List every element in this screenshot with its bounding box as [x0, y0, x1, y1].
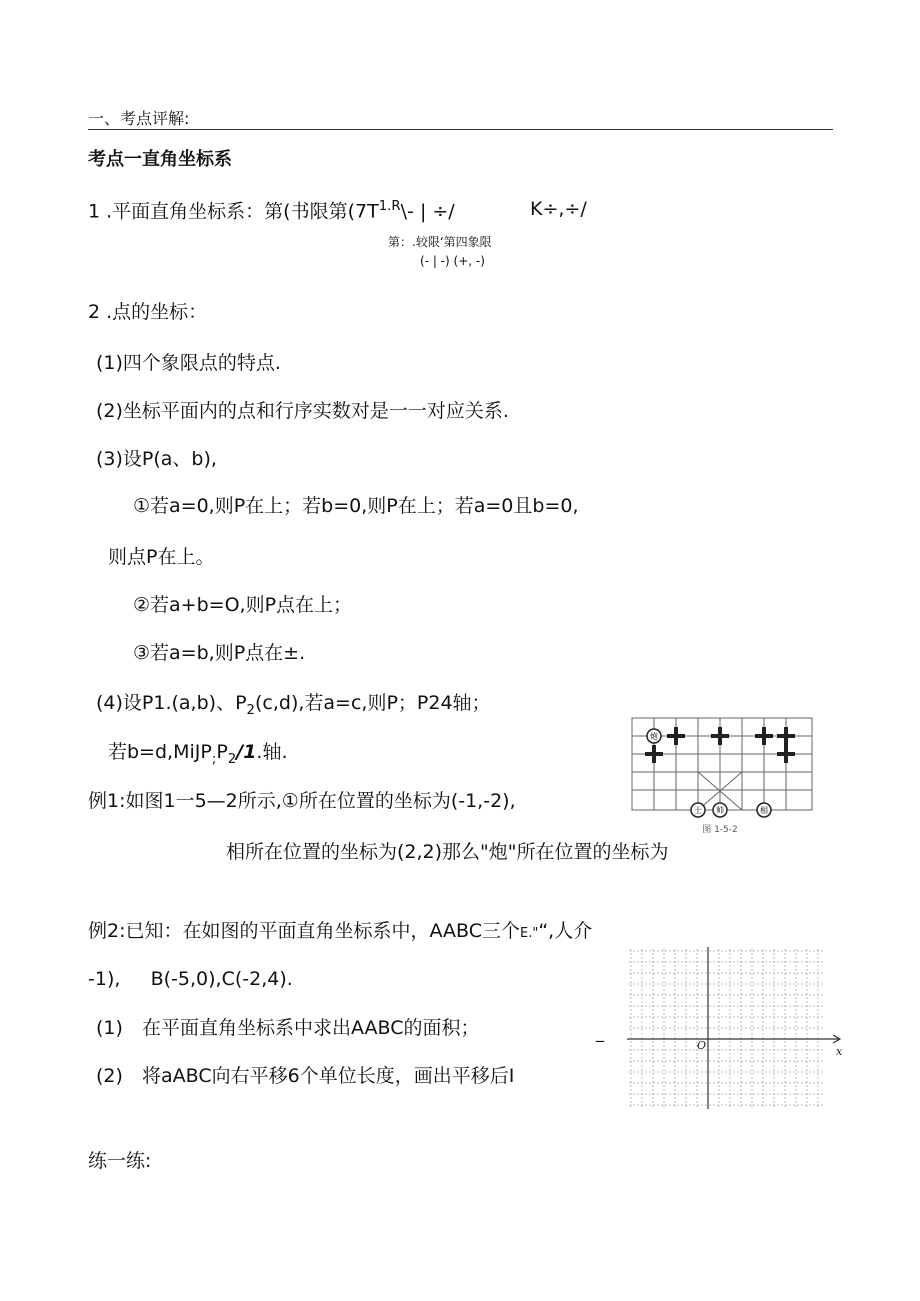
- item2-p3-1: ①若a=0,则P在上；若b=0,则P在上；若a=0且b=0,: [133, 495, 579, 517]
- example2-line1-text: 例2:已知：在如图的平面直角坐标系中，AABC三个: [88, 920, 520, 942]
- item2-p4-line2: [108, 743, 288, 766]
- example2-line1-tail-small: E.": [519, 926, 539, 941]
- chess-board-figure: [628, 714, 816, 838]
- piece-shuai-label: 帅: [716, 806, 724, 815]
- item2-p4-sub: 2: [246, 702, 255, 718]
- example2-line1-tail: “,人介: [538, 920, 593, 942]
- item2-p3-2: ②若a+b=O,则P点在上；: [133, 594, 353, 616]
- item2-p4-e: /1: [236, 741, 257, 763]
- item1-garbled-right: K÷,÷/: [530, 198, 587, 220]
- topic-title: 考点一直角坐标系: [88, 149, 232, 170]
- coordinate-grid-figure: [625, 945, 850, 1110]
- item2-p3-1b: 则点P在上。: [108, 546, 215, 568]
- item2-p4-f: .轴.: [256, 741, 288, 763]
- example2-dash: _: [596, 1023, 604, 1042]
- item2-p4-b: (c,d),若a=c,则P；P24轴；: [255, 692, 491, 714]
- axis-origin-label: O: [697, 1039, 707, 1052]
- section-label: 一、考点评解:: [88, 109, 190, 128]
- example2-line2: -1), B(-5,0),C(-2,4).: [88, 968, 293, 990]
- chess-board-svg: [628, 714, 816, 838]
- item2-p1: (1)四个象限点的特点.: [96, 352, 281, 374]
- quadrant-note: 第：.较限‘第四象限: [388, 235, 492, 249]
- example2-q2-num: (2): [96, 1065, 123, 1087]
- example2-q1-num: (1): [96, 1017, 123, 1039]
- item1-line: [88, 200, 455, 221]
- axis-x-label: x: [836, 1045, 843, 1058]
- item2-p3-3: ③若a=b,则P点在±.: [133, 642, 306, 664]
- example1-line2: 相所在位置的坐标为(2,2)那么"炮"所在位置的坐标为: [226, 841, 669, 863]
- chess-figure-caption: 图 1-5-2: [702, 825, 738, 835]
- item1-garbled: (书限第(7T: [283, 200, 379, 223]
- item2-p4: [96, 694, 491, 717]
- grid-lines: [629, 949, 823, 1107]
- piece-xiang-label: 相: [760, 806, 768, 815]
- item2-p4-c-sub: ;: [211, 751, 217, 767]
- item2-p4-d: P: [216, 741, 228, 763]
- example2-q1: 在平面直角坐标系中求出AABC的面积；: [142, 1017, 480, 1039]
- practice-title: 练一练:: [88, 1150, 152, 1172]
- item1-garbled-sup: 1.R: [378, 199, 401, 214]
- example2-line1: [88, 922, 592, 941]
- item2-title: 2 .点的坐标：: [88, 301, 208, 323]
- item2-p4-a: (4)设P1.(a,b)、P: [96, 692, 247, 714]
- example1-line1: 例1:如图1一5—2所示,①所在位置的坐标为(-1,-2),: [88, 790, 516, 812]
- item2-p3: (3)设P(a、b),: [96, 448, 217, 470]
- item1-prefix: 1 .平面直角坐标系：第: [88, 200, 284, 223]
- header-rule: [88, 129, 833, 130]
- coordinate-grid-svg: [625, 945, 850, 1110]
- example2-q2: 将aABC向右平移6个单位长度，画出平移后I: [142, 1065, 515, 1087]
- item2-p4-c: 若b=d,MiJP: [108, 741, 212, 763]
- item2-p2: (2)坐标平面内的点和行序实数对是一一对应关系.: [96, 400, 509, 422]
- piece-shi-label: 士: [694, 806, 702, 815]
- piece-pao-label: 炮: [650, 732, 658, 741]
- item1-garbled-tail: \- | ÷/: [400, 200, 455, 223]
- item2-p4-d-sub: 2: [227, 751, 237, 767]
- quadrant-signs: (- | -) (+, -): [420, 254, 485, 268]
